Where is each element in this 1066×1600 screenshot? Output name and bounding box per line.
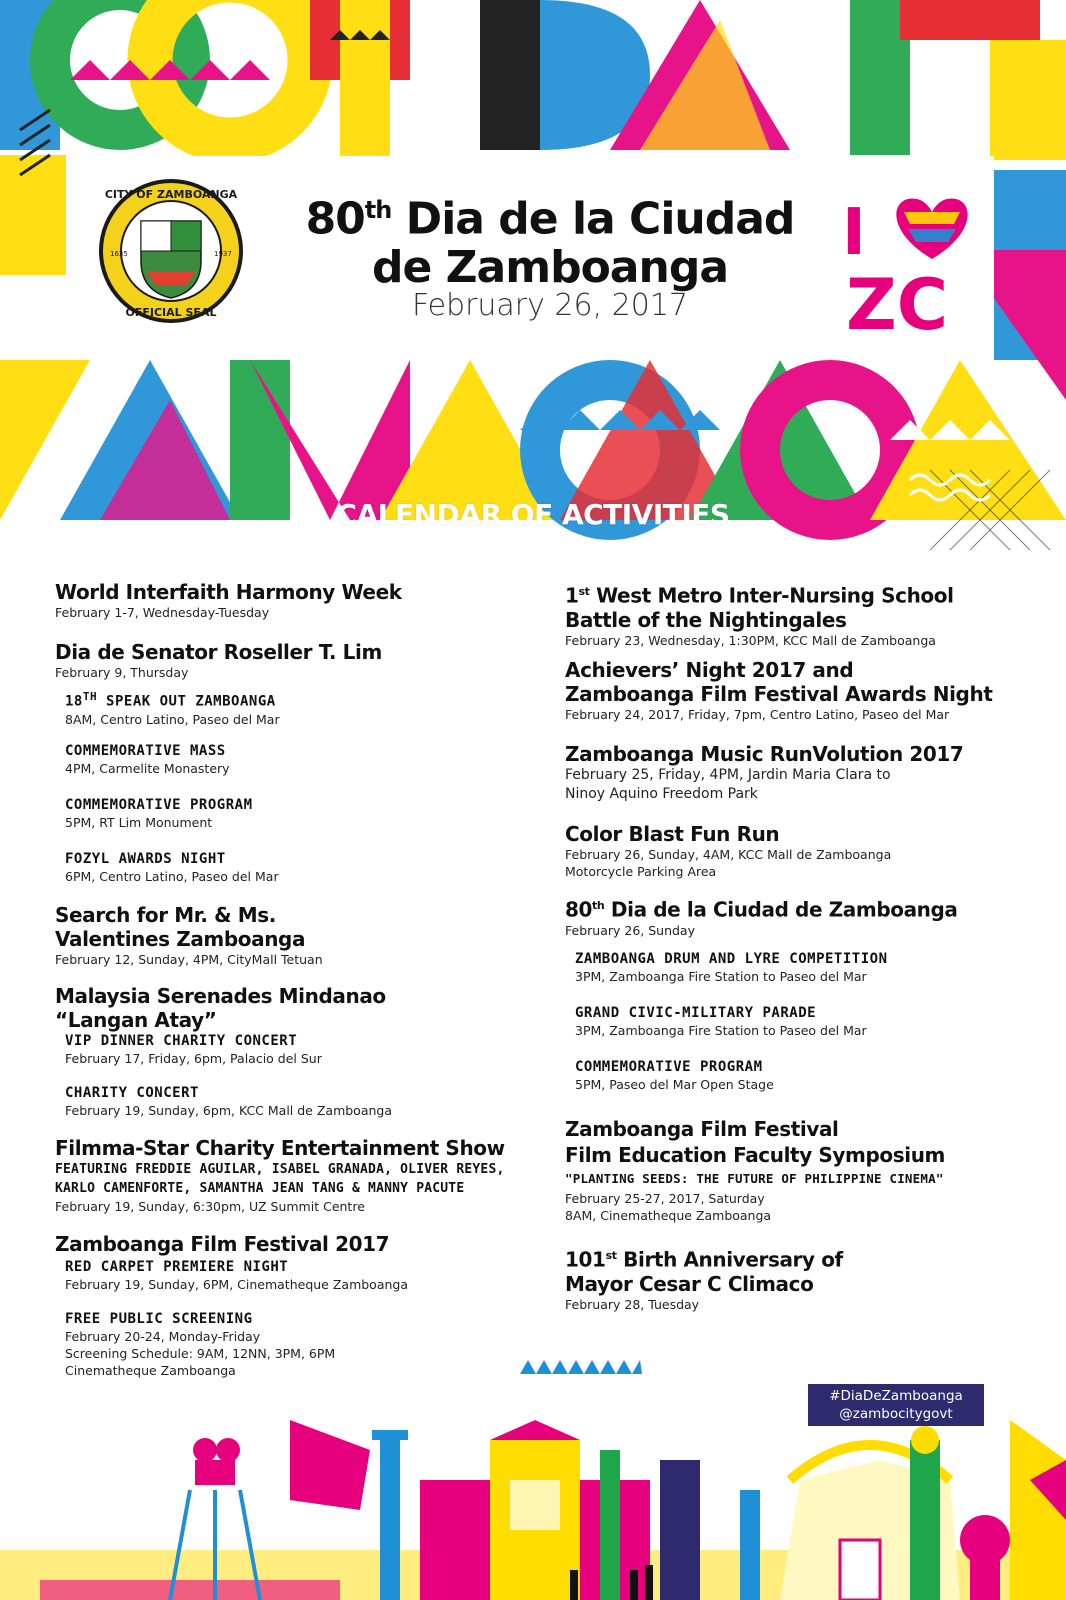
sub-event-detail: 3PM, Zamboanga Fire Station to Paseo del Mar [575, 1023, 867, 1038]
event-item [55, 640, 545, 681]
event-date: February 9, Thursday [55, 665, 189, 680]
sub-event-title: COMMEMORATIVE MASS [65, 743, 226, 759]
event-title: 101st Birth Anniversary of Mayor Cesar C Climaco [565, 1247, 843, 1296]
sub-event-title: 18TH SPEAK OUT ZAMBOANGA [65, 690, 276, 710]
sub-event [65, 1310, 545, 1379]
event-item [565, 742, 1035, 804]
sub-event-title: COMMEMORATIVE PROGRAM [65, 797, 253, 813]
sub-event-title: COMMEMORATIVE PROGRAM [575, 1059, 763, 1075]
event-date: Ninoy Aquino Freedom Park [565, 786, 758, 802]
event-date: February 26, Sunday, 4AM, KCC Mall de Zamboanga [565, 847, 892, 862]
sub-event-title: FREE PUBLIC SCREENING [65, 1311, 253, 1327]
i-love-zc-logo [842, 184, 982, 334]
sub-event-detail: February 19, Sunday, 6PM, Cinematheque Zamboanga [65, 1277, 408, 1292]
svg-text:1937: 1937 [214, 250, 232, 258]
event-date: 8AM, Cinematheque Zamboanga [565, 1208, 772, 1223]
sub-event-detail: 8AM, Centro Latino, Paseo del Mar [65, 711, 280, 727]
sub-event-detail: Cinematheque Zamboanga [65, 1363, 236, 1378]
event-item [55, 580, 545, 621]
city-skyline-illustration [0, 1420, 1066, 1600]
social-handle: @zambocitygovt [839, 1406, 953, 1422]
event-date: February 19, Sunday, 6:30pm, UZ Summit Centre [55, 1199, 365, 1214]
sub-event [65, 1032, 545, 1067]
event-title: Color Blast Fun Run [565, 822, 780, 846]
sub-event [65, 1084, 545, 1119]
sub-event [575, 1004, 1035, 1039]
sub-event [65, 1258, 545, 1293]
event-date: February 26, Sunday [565, 922, 695, 938]
event-title: 80th Dia de la Ciudad de Zamboanga [565, 897, 958, 922]
event-item [565, 580, 1035, 649]
sub-event-detail: February 20-24, Monday-Friday [65, 1329, 261, 1344]
event-title: Achievers’ Night 2017 and Zamboanga Film Festival Awards Night [565, 658, 993, 706]
event-title: Filmma-Star Charity Entertainment Show [55, 1136, 505, 1160]
event-featuring: "PLANTING SEEDS: THE FUTURE OF PHILIPPINE CINEMA" [565, 1171, 944, 1186]
event-title: Malaysia Serenades Mindanao “Langan Atay” [55, 984, 386, 1032]
event-date: February 23, Wednesday, 1:30PM, KCC Mall de Zamboanga [565, 632, 936, 648]
event-item [55, 1232, 545, 1256]
sub-event-title: ZAMBOANGA DRUM AND LYRE COMPETITION [575, 951, 888, 967]
sub-event-title: CHARITY CONCERT [65, 1085, 199, 1101]
sub-event-detail: 4PM, Carmelite Monastery [65, 761, 230, 776]
event-item [565, 894, 1035, 939]
event-featuring: FEATURING FREDDIE AGUILAR, ISABEL GRANADA, OLIVER REYES, [55, 1162, 505, 1177]
sub-event-title: VIP DINNER CHARITY CONCERT [65, 1033, 298, 1049]
event-date: February 26, 2017 [411, 288, 689, 323]
page-title: 80th Dia de la Ciudad de Zamboanga [305, 193, 795, 293]
sub-event-detail: 3PM, Zamboanga Fire Station to Paseo del Mar [575, 969, 867, 984]
sub-event [65, 796, 545, 831]
sub-event-detail: February 19, Sunday, 6pm, KCC Mall de Zamboanga [65, 1103, 393, 1118]
sub-event-detail: 5PM, RT Lim Monument [65, 815, 213, 830]
event-item [565, 822, 1035, 880]
svg-text:OFFICIAL SEAL: OFFICIAL SEAL [125, 306, 217, 319]
sub-event-detail: 6PM, Centro Latino, Paseo del Mar [65, 869, 279, 884]
decorative-triangles [520, 1360, 642, 1374]
event-title: Zamboanga Film Festival Film Education Faculty Symposium [565, 1117, 945, 1167]
sub-event [65, 688, 545, 728]
hashtag-text: #DiaDeZamboanga [829, 1388, 963, 1404]
sub-event-title: GRAND CIVIC-MILITARY PARADE [575, 1005, 817, 1021]
city-seal-icon [96, 176, 246, 326]
event-item [565, 1244, 1035, 1313]
event-date: February 12, Sunday, 4PM, CityMall Tetuan [55, 952, 323, 967]
sub-event [65, 742, 545, 777]
svg-text:1635: 1635 [110, 250, 128, 258]
event-date: February 25-27, 2017, Saturday [565, 1191, 765, 1206]
sub-event [575, 950, 1035, 985]
event-title: Search for Mr. & Ms. Valentines Zamboanga [55, 903, 306, 951]
sub-event-detail: 5PM, Paseo del Mar Open Stage [575, 1077, 774, 1092]
event-title: World Interfaith Harmony Week [55, 580, 402, 604]
logo-i: I [842, 196, 866, 270]
event-item [55, 984, 545, 1032]
event-date: Motorcycle Parking Area [565, 864, 717, 879]
event-date: February 25, Friday, 4PM, Jardin Maria Clara to [565, 767, 891, 783]
event-title: Dia de Senator Roseller T. Lim [55, 640, 382, 664]
event-title: Zamboanga Film Festival 2017 [55, 1232, 390, 1256]
event-item [565, 1116, 1035, 1224]
sub-event-detail: Screening Schedule: 9AM, 12NN, 3PM, 6PM [65, 1346, 336, 1361]
event-date: February 24, 2017, Friday, 7pm, Centro Latino, Paseo del Mar [565, 707, 950, 722]
title-panel [72, 156, 994, 360]
logo-zc: ZC [846, 264, 949, 334]
event-featuring: KARLO CAMENFORTE, SAMANTHA JEAN TANG & MANNY PACUTE [55, 1181, 465, 1196]
event-item [55, 1136, 545, 1215]
sub-event-title: FOZYL AWARDS NIGHT [65, 851, 226, 867]
sub-event [575, 1058, 1035, 1093]
calendar-heading: CALENDAR OF ACTIVITIES [336, 498, 730, 531]
event-item [565, 658, 1035, 723]
event-item [55, 903, 545, 968]
event-title: 1st West Metro Inter-Nursing School Battle of the Nightingales [565, 583, 954, 632]
event-date: February 28, Tuesday [565, 1296, 700, 1312]
svg-text:CITY OF ZAMBOANGA: CITY OF ZAMBOANGA [104, 188, 238, 201]
sub-event-detail: February 17, Friday, 6pm, Palacio del Sur [65, 1051, 322, 1066]
event-title: Zamboanga Music RunVolution 2017 [565, 742, 964, 766]
event-date: February 1-7, Wednesday-Tuesday [55, 605, 270, 620]
sub-event [65, 850, 545, 885]
sub-event-title: RED CARPET PREMIERE NIGHT [65, 1259, 289, 1275]
